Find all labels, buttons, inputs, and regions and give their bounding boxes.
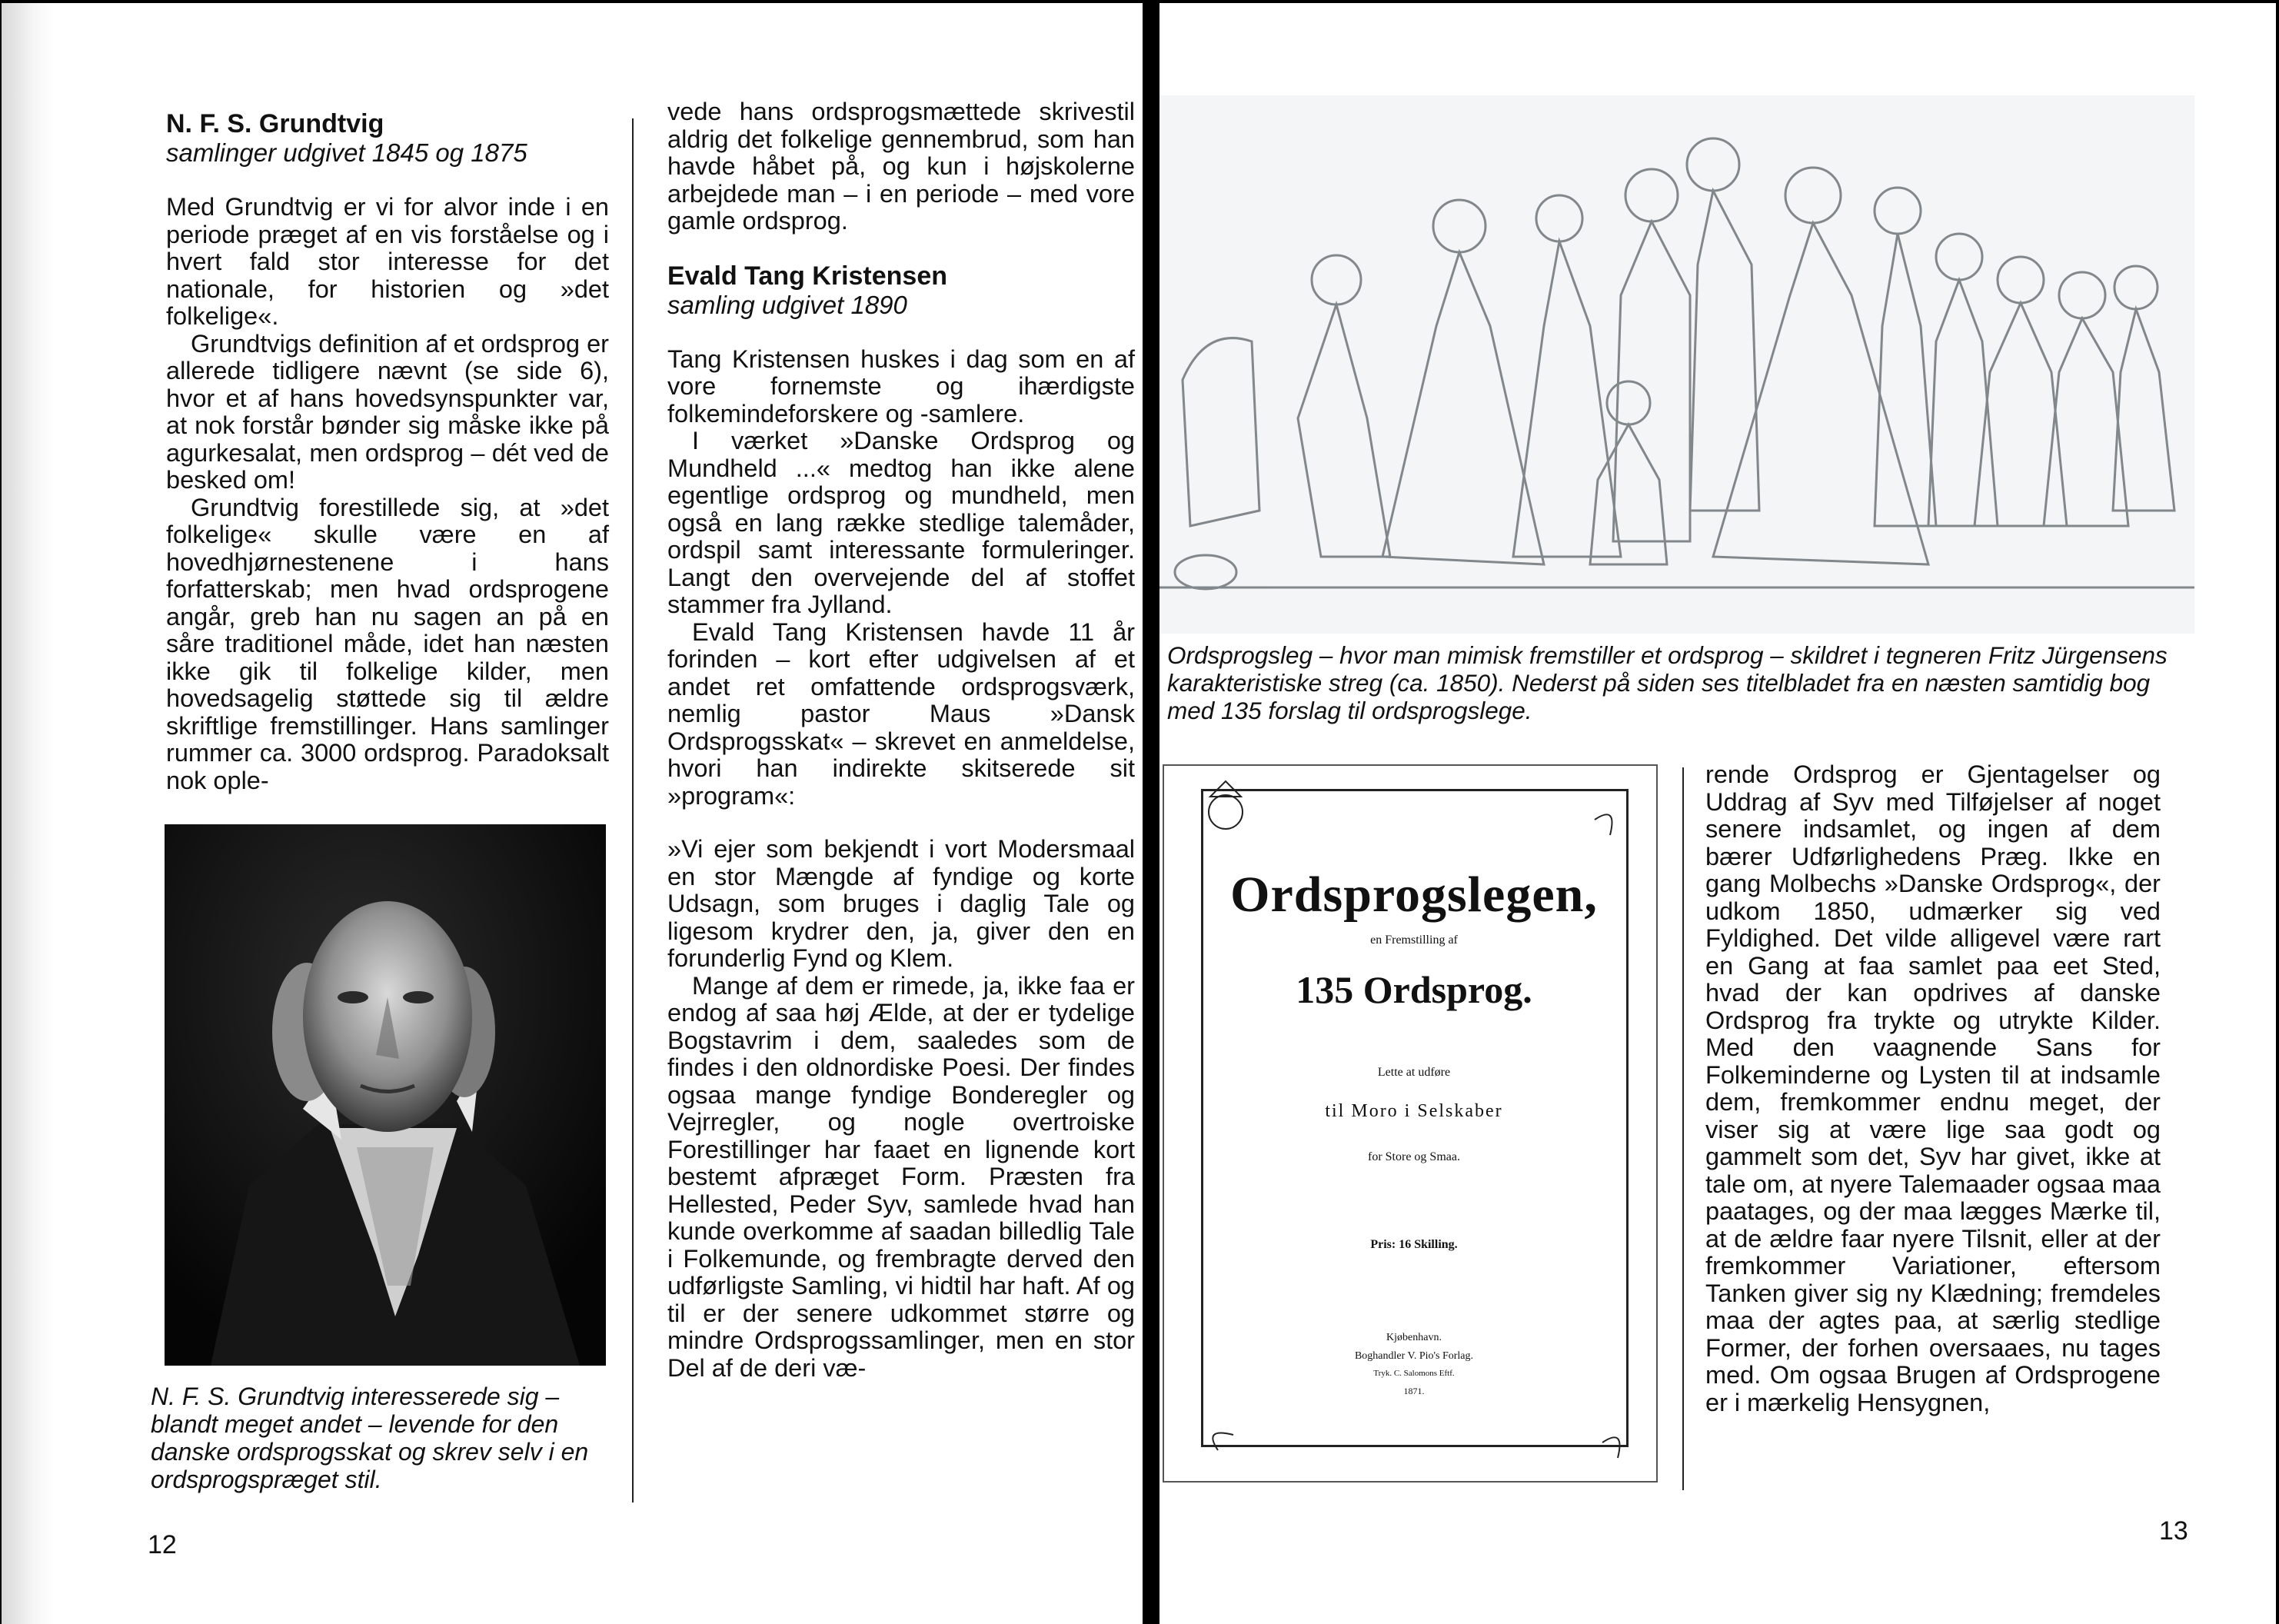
title-page-line5: for Store og Smaa. <box>1368 1150 1460 1163</box>
title-page-line4: til Moro i Selskaber <box>1325 1101 1503 1121</box>
title-page-printer: Tryk. C. Salomons Eftf. <box>1373 1369 1455 1378</box>
portrait-illustration <box>165 824 606 1366</box>
spacer <box>667 235 1135 261</box>
title-page-city: Kjøbenhavn. <box>1386 1332 1442 1343</box>
spacer <box>667 810 1135 836</box>
book-title-page <box>1163 764 1658 1483</box>
page-shadow <box>2 3 55 1624</box>
quote-paragraph: Mange af dem er rimede, ja, ikke faa er endog af saa høj Ælde, at der er tydelige Bogstavrim i dem, saaledes som de findes i den oldnordiske Poesi. Der findes ogsaa mange fyndige Bonderegler og Vejrregler, og nogle overtroiske Forestillinger har faaet en lignende kort bestemt afpræget Form. Præsten fra Hellested, Peder Syv, samlede hvad han kunde overkomme af saadan billedlig Tale i Folkemunde, og frembragte derved den udførligste Samling, vi hidtil har haft. Af og til er der senere udkommet større og mindre Ordsprogssamlinger, men en stor Del af de deri væ- <box>667 971 1135 1382</box>
section-subheading-tang-kristensen: samling udgivet 1890 <box>667 290 907 319</box>
paragraph: I værket »Danske Ordsprog og Mundheld ...« medtog han ikke alene egentlige ordsprog og mundheld, men også en lang række stedlige talemåder, ordspil samt interessante formuleringer. Langt den overvejende del af stoffet stammer fra Jylland. <box>667 427 1135 618</box>
title-page-line2: 135 Ordsprog. <box>1296 968 1532 1011</box>
paragraph: Med Grundtvig er vi for alvor inde i en periode præget af en vis forståelse og i hvert fald stor interesse for det nationale, for historien og »det folkelige«. <box>166 193 609 330</box>
paragraph: Evald Tang Kristensen havde 11 år forinden – kort efter udgivelsen af et andet ret omfattende ordsprogsværk, nemlig pastor Maus »Dansk Ordsprogsskat« – skrevet en anmeldelse, hvori han indirekte skitserede sit »program«: <box>667 617 1135 810</box>
paragraph: Tang Kristensen huskes i dag som en af vore fornemste og ihærdigste folkemindeforskere og -samlere. <box>667 344 1135 428</box>
page-number: 12 <box>148 1530 177 1559</box>
title-page-price: Pris: 16 Skilling. <box>1370 1238 1458 1251</box>
section-subheading-grundtvig: samlinger udgivet 1845 og 1875 <box>166 138 527 167</box>
column-divider <box>632 118 634 1503</box>
sketch-caption: Ordsprogsleg – hvor man mimisk fremstiller et ordsprog – skildret i tegneren Fritz Jürgensens karakteristiske streg (ca. 1850). Nederst på siden ses titelbladet fra en næsten samtidig bog med 135 forslag til ordsprogslege. <box>1167 641 2168 724</box>
sketch-illustration <box>1159 95 2194 634</box>
left-page <box>2 3 1143 1624</box>
left-column-1 <box>166 109 609 794</box>
title-page-year: 1871. <box>1403 1386 1425 1396</box>
section-heading-grundtvig: N. F. S. Grundtvig <box>166 109 384 138</box>
left-column-2 <box>667 98 1135 1382</box>
paragraph: rende Ordsprog er Gjentagelser og Uddrag af Syv med Tilføjelser af noget senere indsamlet, og ingen af dem bærer Udførlighedens Præg. Ikke en gang Molbechs »Danske Ordsprog«, der udkom 1850, udmærker sig ved Fyldighed. Det vilde alligevel være rart en Gang at faa samlet paa eet Sted, hvad der kan opdrives af danske Ordsprog fra trykte og utrykte Kilder. Med den vaagnende Sans for Folkeminderne og Lysten til at indsamle dem, fremkommer endnu meget, der viser sig at være lige saa godt og gammelt som det, Syv har givet, ikke at tale om, at nyere Talemaader ogsaa maa paatages, og der maa lægges Mærke til, at de ældre faar nyere Tilsnit, eller at der fremkommer Variationer, eftersom Tanken giver sig ny Klædning; fremdeles maa der agtes paa, at særlig stedlige Former, der forhen oversaaes, nu tages med. Om ogsaa Brugen af Ordsprogene er i mærkelig Hensygnen, <box>1705 760 2161 1416</box>
section-heading-tang-kristensen: Evald Tang Kristensen <box>667 261 948 291</box>
quote-paragraph: »Vi ejer som bekjendt i vort Modersmaal en stor Mængde af fyndige og korte Udsagn, som bruges i daglig Tale og ligesom krydrer den, ja, giver den en forunderlig Fynd og Klem. <box>667 835 1135 972</box>
spacer <box>166 168 609 194</box>
paragraph: vede hans ordsprogsmættede skrivestil aldrig det folkelige gennembrud, som han havde håbet på, og kun i højskolerne arbejdede man – i en periode – med vore gamle ordsprog. <box>667 98 1135 235</box>
right-column <box>1705 761 2161 1416</box>
right-page <box>1159 3 2276 1624</box>
spacer <box>667 320 1135 346</box>
portrait-caption: N. F. S. Grundtvig interesserede sig – blandt meget andet – levende for den danske ordsprogsskat og skrev selv i en ordsprogspræget stil. <box>151 1383 589 1493</box>
page-number: 13 <box>2159 1516 2188 1546</box>
paragraph: Grundtvig forestillede sig, at »det folkelige« skulle være en af hovedhjørnestenene i hans forfatterskab; men hvad ordsprogene angår, greb han nu sagen an på en såre traditionel måde, idet han næsten ikke gik til folkelige kilder, men hovedsagelig støttede sig til ældre skriftlige fremstillinger. Hans samlinger rummer ca. 3000 ordsprog. Paradoksalt nok ople- <box>166 493 609 794</box>
ordsprogsleg-sketch <box>1159 95 2194 634</box>
column-divider <box>1682 767 1684 1490</box>
title-page-title: Ordsprogslegen, <box>1230 867 1598 923</box>
title-page-line3: Lette at udføre <box>1377 1066 1451 1079</box>
title-page-line1: en Fremstilling af <box>1370 933 1458 947</box>
title-page-publisher: Boghandler V. Pio's Forlag. <box>1354 1350 1474 1362</box>
paragraph: Grundtvigs definition af et ordsprog er allerede tidligere nævnt (se side 6), hvor et af hans hovedsynspunkter var, at nok forstår bønder sig måske ikke på agurkesalat, men ordsprog – dét ved de besked om! <box>166 329 609 494</box>
grundtvig-portrait <box>165 824 606 1366</box>
